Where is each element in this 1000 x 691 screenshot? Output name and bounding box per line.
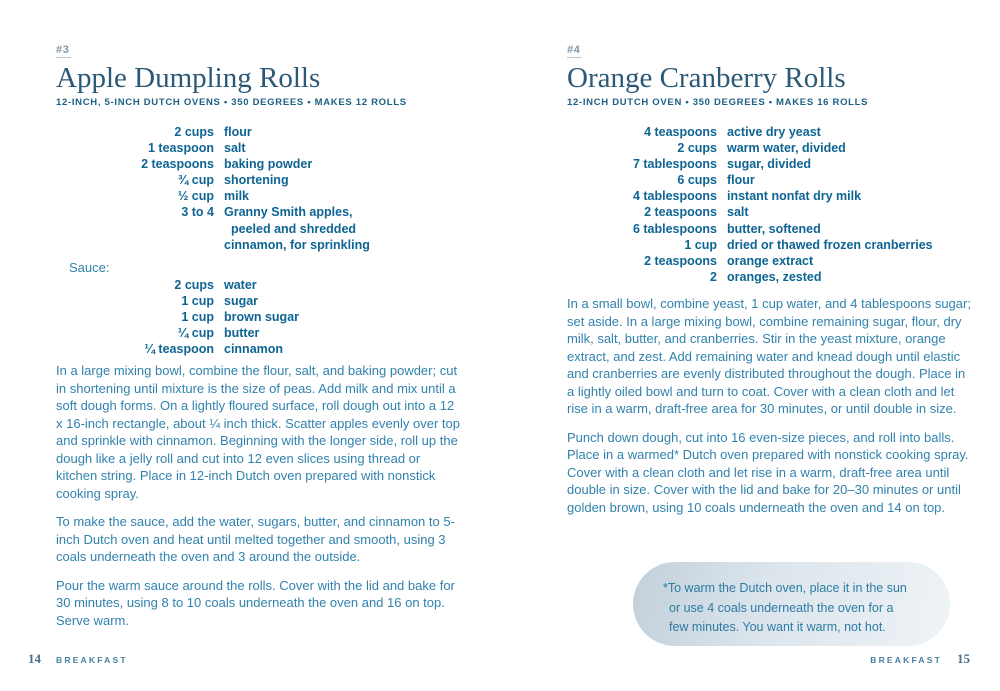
recipe-orange-cranberry-rolls <box>567 40 977 515</box>
ingredient-name: salt <box>224 141 246 156</box>
ingredient-name: butter, softened <box>727 221 821 236</box>
ingredient-row <box>567 237 977 253</box>
ingredient-row <box>56 204 466 220</box>
ingredient-row <box>567 253 977 269</box>
ingredient-row <box>567 124 977 140</box>
ingredient-quantity: 1 cup <box>684 237 717 252</box>
ingredient-quantity: 1 teaspoon <box>148 141 214 156</box>
ingredient-name: sugar, divided <box>727 157 812 172</box>
ingredient-name: peeled and shredded <box>231 221 357 236</box>
ingredient-quantity: 6 cups <box>677 173 717 188</box>
recipe-apple-dumpling-rolls <box>56 40 466 628</box>
ingredient-row <box>567 172 977 188</box>
ingredient-name: orange extract <box>727 253 814 268</box>
ingredient-row <box>56 140 466 156</box>
ingredient-name: oranges, zested <box>727 269 822 284</box>
ingredient-list <box>567 124 977 285</box>
ingredient-quantity: 4 teaspoons <box>644 125 717 139</box>
ingredient-name: instant nonfat dry milk <box>727 189 862 204</box>
ingredient-name: salt <box>727 205 749 220</box>
ingredient-row <box>56 325 466 341</box>
recipe-meta-line: 12-INCH DUTCH OVEN • 350 DEGREES • MAKES 16 ROLLS <box>567 97 869 108</box>
ingredient-quantity: 2 cups <box>677 141 717 156</box>
method-paragraph: In a large mixing bowl, combine the flour, salt, and baking powder; cut in shortening until mixture is the size of peas. Add milk and mix until a soft dough forms. On a lightly floured surface, roll dough out into a 12 x 16-inch rectangle, about ¼ inch thick. Scatter apples evenly over top and sprinkle with cinnamon. Beginning with the longer side, roll up the dough like a jelly roll and cut into 12 even slices using thread or kitchen string. Place in 12-inch Dutch oven prepared with nonstick cooking spray. <box>56 363 460 501</box>
page-number: 14 <box>28 651 41 666</box>
ingredient-quantity: 2 cups <box>174 277 214 292</box>
ingredient-name: cinnamon, for sprinkling <box>224 237 370 252</box>
ingredient-quantity: 2 teaspoons <box>644 253 717 268</box>
ingredient-row <box>56 293 466 309</box>
ingredient-quantity: ¼ cup <box>177 326 214 341</box>
ingredient-name: active dry yeast <box>727 125 821 139</box>
ingredient-quantity: 2 teaspoons <box>644 205 717 220</box>
ingredient-name: shortening <box>224 173 289 188</box>
recipe-meta-line: 12-INCH, 5-INCH DUTCH OVENS • 350 DEGREES • MAKES 12 ROLLS <box>56 97 407 108</box>
ingredient-row <box>56 237 466 253</box>
ingredient-row <box>56 172 466 188</box>
footer-left <box>28 651 128 667</box>
warming-tip-bubble <box>633 562 950 646</box>
ingredient-quantity: 1 cup <box>181 293 214 308</box>
ingredient-list <box>56 124 466 253</box>
recipe-number: #3 <box>56 44 70 56</box>
ingredient-quantity <box>56 237 214 253</box>
method-paragraph: Punch down dough, cut into 16 even-size pieces, and roll into balls. Place in a warmed* Dutch oven prepared with nonstick cooking spray. Cover with a clean cloth and let rise in a warm, draft-free area until double in size. Cover with the lid and bake for 20–30 minutes or until golden brown, using 10 coals underneath the oven and 14 on top. <box>567 429 969 515</box>
ingredient-name: brown sugar <box>224 309 300 324</box>
chapter-label: BREAKFAST <box>870 655 942 665</box>
recipe-number: #4 <box>567 44 581 56</box>
method-paragraphs <box>567 295 973 527</box>
ingredient-row <box>56 277 466 293</box>
ingredient-quantity: 1 cup <box>181 309 214 324</box>
ingredient-quantity: 2 teaspoons <box>141 157 214 172</box>
ingredient-quantity: 2 cups <box>174 125 214 139</box>
ingredient-quantity: ½ cup <box>177 189 214 204</box>
ingredient-name: milk <box>224 189 250 204</box>
ingredient-quantity: ¾ cup <box>177 173 214 188</box>
page-number: 15 <box>957 651 970 666</box>
recipe-title: Orange Cranberry Rolls <box>567 62 846 94</box>
ingredient-quantity: 2 <box>710 269 717 284</box>
sauce-section-label: Sauce: <box>69 259 110 275</box>
ingredient-name: warm water, divided <box>727 141 846 156</box>
method-paragraph: To make the sauce, add the water, sugars, butter, and cinnamon to 5-inch Dutch oven and heat until melted together and smooth, using 3 coals underneath the oven and 3 around the outside. <box>56 514 455 564</box>
warming-tip-text <box>633 562 950 638</box>
ingredient-row <box>56 156 466 172</box>
ingredient-quantity <box>56 221 214 237</box>
ingredient-quantity: 7 tablespoons <box>632 157 717 172</box>
ingredient-name: sugar <box>224 293 259 308</box>
ingredient-name: butter <box>224 326 260 341</box>
method-paragraphs <box>56 362 462 640</box>
ingredient-name: cinnamon <box>224 342 284 357</box>
ingredient-row <box>567 221 977 237</box>
ingredient-quantity: ¼ teaspoon <box>144 342 214 357</box>
warming-tip-line: or use 4 coals underneath the oven for a <box>669 600 894 615</box>
ingredient-row <box>56 188 466 204</box>
ingredient-name: flour <box>727 173 755 188</box>
ingredient-row <box>567 156 977 172</box>
ingredient-name: dried or thawed frozen cranberries <box>727 237 933 252</box>
warming-tip-line: few minutes. You want it warm, not hot. <box>669 620 886 634</box>
ingredient-quantity: 6 tablespoons <box>632 221 717 236</box>
ingredient-name: Granny Smith apples, <box>224 205 353 220</box>
ingredient-row <box>56 124 466 140</box>
ingredient-row <box>567 188 977 204</box>
warming-tip-line: *To warm the Dutch oven, place it in the sun <box>663 581 907 595</box>
ingredient-row <box>567 140 977 156</box>
sauce-ingredient-list <box>56 277 466 357</box>
ingredient-row <box>567 269 977 285</box>
ingredient-name: water <box>224 277 257 292</box>
ingredient-row <box>56 221 466 237</box>
ingredient-row <box>56 341 466 357</box>
footer-right <box>870 651 970 667</box>
ingredient-name: baking powder <box>224 157 313 172</box>
method-paragraph: Pour the warm sauce around the rolls. Cover with the lid and bake for 30 minutes, using 8 to 10 coals underneath the oven and 16 on top. Serve warm. <box>56 577 455 628</box>
ingredient-quantity: 4 tablespoons <box>632 189 717 204</box>
ingredient-quantity: 3 to 4 <box>181 205 214 220</box>
ingredient-row <box>56 309 466 325</box>
chapter-label: BREAKFAST <box>56 655 128 665</box>
ingredient-name: flour <box>224 125 252 139</box>
method-paragraph: In a small bowl, combine yeast, 1 cup water, and 4 tablespoons sugar; set aside. In a large mixing bowl, combine remaining sugar, flour, dry milk, salt, butter, and cranberries. Stir in the yeast mixture, orange extract, and zest. Add remaining water and knead dough until elastic and cranberries are evenly distributed throughout the dough. Place in a lightly oiled bowl and turn to coat. Cover with a clean cloth and let rise in a warm, draft-free area for 30 minutes, or until double in size. <box>567 296 971 416</box>
ingredient-row <box>567 204 977 220</box>
recipe-title: Apple Dumpling Rolls <box>56 62 321 94</box>
